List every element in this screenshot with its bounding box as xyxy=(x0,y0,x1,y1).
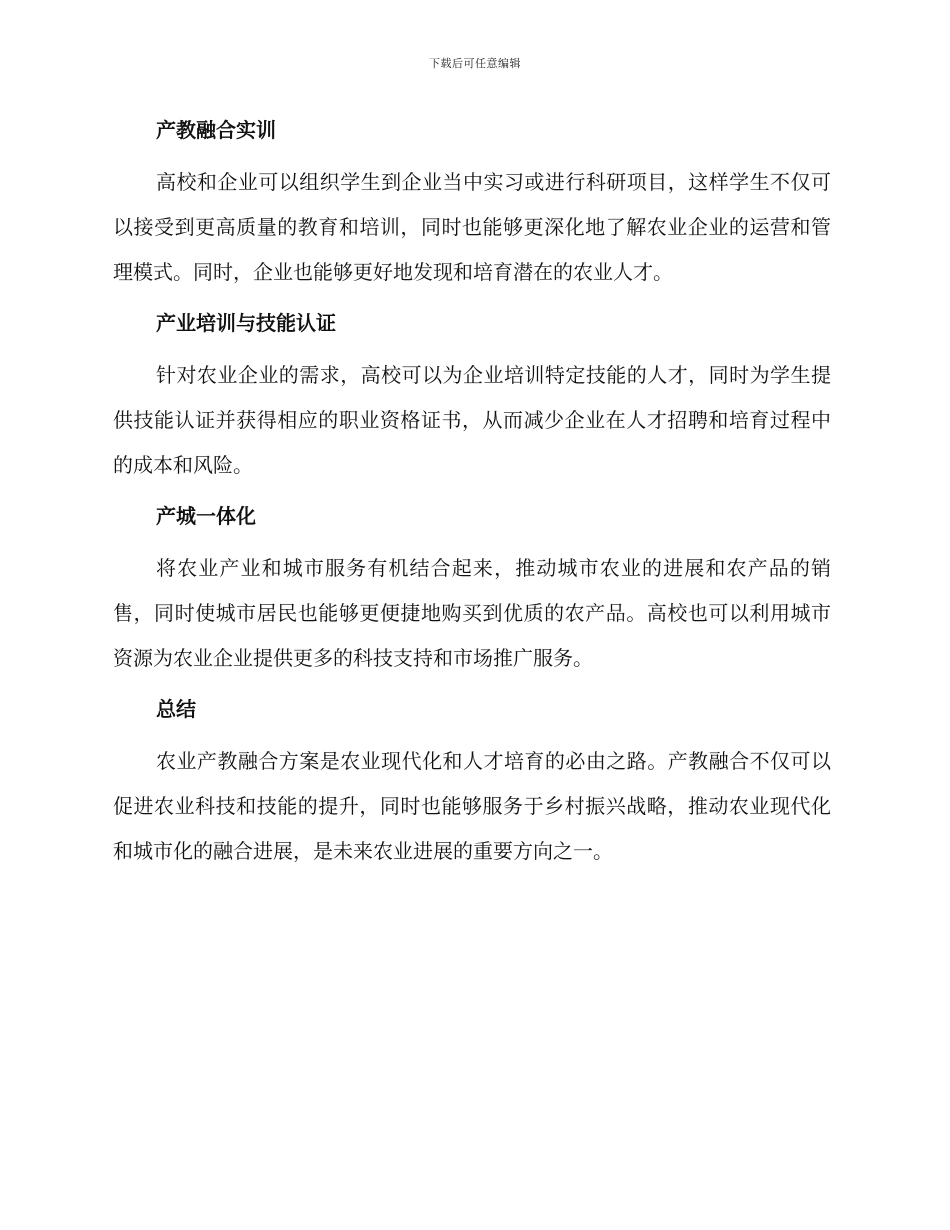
section-paragraph: 农业产教融合方案是农业现代化和人才培育的必由之路。产教融合不仅可以促进农业科技和技能的提升，同时也能够服务于乡村振兴战略，推动农业现代化和城市化的融合进展，是未来农业进展的重要方向之一。 xyxy=(113,749,831,863)
section-industry-education-training xyxy=(113,112,831,295)
section-heading: 总结 xyxy=(156,697,196,721)
document-body xyxy=(113,112,831,884)
section-summary xyxy=(113,691,831,874)
section-paragraph: 针对农业企业的需求，高校可以为企业培训特定技能的人才，同时为学生提供技能认证并获得相应的职业资格证书，从而减少企业在人才招聘和培育过程中的成本和风险。 xyxy=(113,363,831,477)
section-skills-certification xyxy=(113,305,831,488)
page-header-note: 下载后可任意编辑 xyxy=(429,57,521,70)
section-paragraph: 高校和企业可以组织学生到企业当中实习或进行科研项目，这样学生不仅可以接受到更高质量的教育和培训，同时也能够更深化地了解农业企业的运营和管理模式。同时，企业也能够更好地发现和培育潜在的农业人才。 xyxy=(113,170,831,284)
section-industry-city-integration xyxy=(113,498,831,681)
section-heading: 产城一体化 xyxy=(156,504,256,528)
section-heading: 产业培训与技能认证 xyxy=(156,311,336,335)
section-heading: 产教融合实训 xyxy=(156,118,276,142)
section-paragraph: 将农业产业和城市服务有机结合起来，推动城市农业的进展和农产品的销售，同时使城市居民也能够更便捷地购买到优质的农产品。高校也可以利用城市资源为农业企业提供更多的科技支持和市场推广服务。 xyxy=(113,556,831,670)
